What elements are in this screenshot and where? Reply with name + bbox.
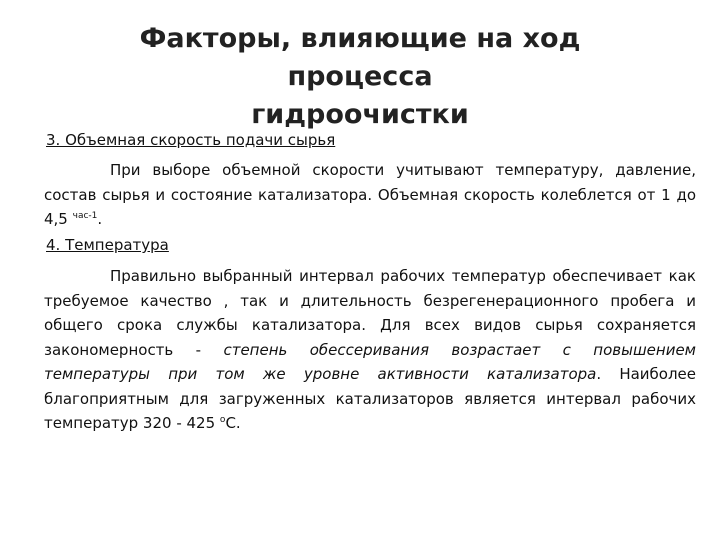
section-4-paragraph <box>44 264 696 436</box>
degree-sign: о <box>219 415 226 425</box>
section-4-text-start: Правильно выбранный интервал рабочих температур обеспечивает как требуемое качество , так и длительность безрегенерационного пробега и общего срока службы катализатора. Для всех видов сырья сохраняется закономерность - <box>44 267 696 359</box>
section-3-paragraph <box>44 158 696 232</box>
section-3-heading: 3. Объемная скорость подачи сырья <box>46 131 336 149</box>
section-4-text-end: . Наиболее благоприятным для загруженных катализаторов является интервал рабочих температур 320 - 425 <box>44 365 697 432</box>
slide-title <box>80 20 640 134</box>
title-line-2: гидроочистки <box>251 99 469 130</box>
section-4-italic-text: степень обессеривания возрастает с повышением температуры при том же уровне активности катализатора <box>44 340 696 383</box>
section-3-text: При выборе объемной скорости учитывают температуру, давление, состав сырья и состояние катализатора. Объемная скорость колеблется от 1 до 4,5 <box>44 161 696 228</box>
space-velocity-unit: час-1 <box>72 211 98 221</box>
degree-unit: С. <box>225 414 241 432</box>
title-line-1: Факторы, влияющие на ход процесса <box>139 23 581 92</box>
section-3-end: . <box>97 210 103 228</box>
section-4-heading: 4. Температура <box>46 236 169 254</box>
